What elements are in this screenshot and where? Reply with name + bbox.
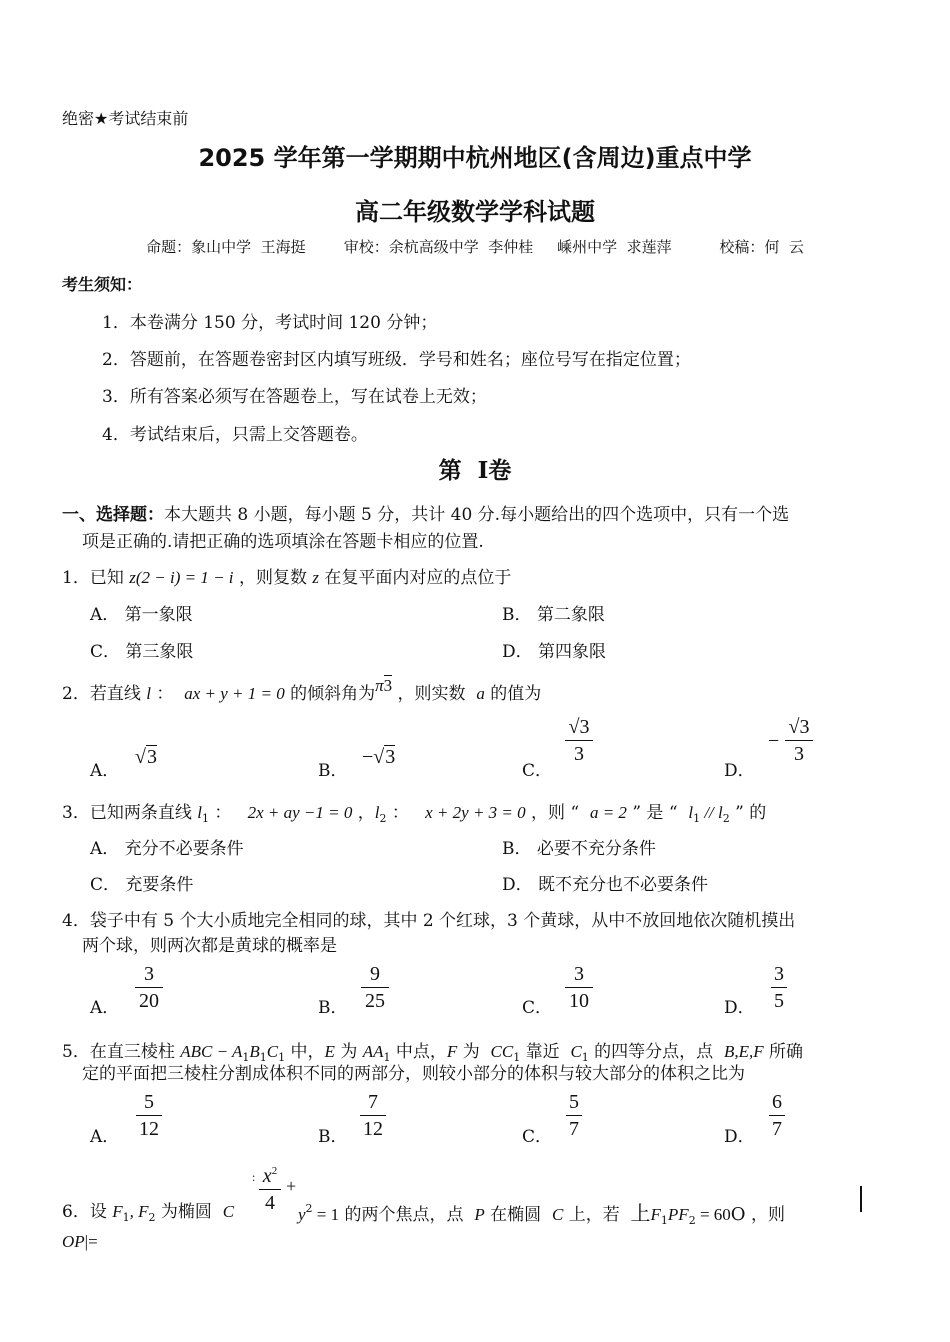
q3-line2-equation: x + 2y + 3 = 0 <box>425 803 526 822</box>
q4-value-d: 3 5 <box>766 961 792 1014</box>
q3-option-b[interactable]: B． 必要不充分条件 <box>502 839 656 859</box>
q4-value-a: 3 20 <box>132 961 166 1014</box>
q6-ellipse-fraction: $x^2$ 4 <box>258 1158 282 1216</box>
section-title: 第 Ⅰ卷 <box>438 457 512 484</box>
question-2: 2．若直线 l ： ax + y + 1 = 0 的倾斜角为π3 ，则实数 a 的值为 <box>62 676 542 704</box>
q3-option-a[interactable]: A． 充分不必要条件 <box>90 839 244 859</box>
question-4-line2: 两个球，则两次都是黄球的概率是 <box>82 936 337 956</box>
q2-value-b: −√3 <box>362 746 396 768</box>
q6-angle-symbol: 上 <box>630 1201 651 1225</box>
part-desc-line2: 项是正确的.请把正确的选项填涂在答题卡相应的位置. <box>82 532 484 552</box>
question-6-end: OP|= <box>62 1232 98 1251</box>
question-1: 1．已知 z(2 − i) = 1 − i ，则复数 z 在复平面内对应的点位于 <box>62 568 512 588</box>
question-5-line1: 5．在直三棱柱 ABC − $A_1B_1C_1$ 中，E 为 $AA_1$ 中点，F 为 $CC_1$ 靠近 $C_1$ 的四等分点，点 B,E,F 所确 <box>62 1042 804 1064</box>
question-4-line1: 4．袋子中有 5 个大小质地完全相同的球，其中 2 个红球，3 个黄球，从中不放回地依次随机摸出 <box>62 911 796 931</box>
notice-heading: 考生须知： <box>62 275 143 294</box>
part-description <box>62 500 789 525</box>
q5-value-b: 7 12 <box>356 1089 390 1142</box>
q2-option-a[interactable]: A． <box>90 761 120 781</box>
q4-option-a[interactable]: A． <box>90 998 120 1018</box>
q2-value-d: √3 3 <box>782 714 816 767</box>
q2-d-sign: − <box>768 730 780 752</box>
q4-option-d[interactable]: D． <box>724 998 755 1018</box>
q5-value-a: 5 12 <box>132 1089 166 1142</box>
q6-degree-mark: O <box>730 1204 746 1225</box>
part-desc-line1: 本大题共 8 小题，每小题 5 分，共计 40 分.每小题给出的四个选项中，只有一个选 <box>164 505 790 525</box>
q4-value-c: 3 10 <box>562 961 596 1014</box>
q2-option-b[interactable]: B． <box>318 761 348 781</box>
notice-item: 3．所有答案必须写在答题卷上，写在试卷上无效； <box>102 387 487 407</box>
q3-option-c[interactable]: C． 充要条件 <box>90 875 194 895</box>
q3-line1-equation: 2x + ay −1 = 0 <box>247 803 353 822</box>
q1-equation: z(2 − i) = 1 − i <box>129 568 234 587</box>
notice-item: 1．本卷满分 150 分，考试时间 120 分钟； <box>102 313 438 333</box>
q5-option-a[interactable]: A． <box>90 1127 120 1147</box>
q2-angle: π <box>375 676 384 695</box>
exam-credits: 命题：象山中学 王海挺 审校：余杭高级中学 李仲桂 嵊州中学 求莲萍 校稿：何 云 <box>146 238 804 256</box>
q1-option-a[interactable]: A． 第一象限 <box>90 605 193 625</box>
q3-option-d[interactable]: D． 既不充分也不必要条件 <box>502 875 709 895</box>
notice-item: 4．考试结束后，只需上交答题卷。 <box>102 425 368 445</box>
q5-option-b[interactable]: B． <box>318 1127 348 1147</box>
q2-option-c[interactable]: C． <box>522 761 553 781</box>
abs-bar-left <box>860 1186 862 1212</box>
q2-option-d[interactable]: D． <box>724 761 755 781</box>
q5-value-c: 5 7 <box>563 1089 585 1142</box>
q2-value-a: √3 <box>135 746 157 768</box>
q4-value-b: 9 25 <box>358 961 392 1014</box>
question-6-start: 6．设 $F_1$, $F_2$ 为椭圆 C <box>62 1202 235 1224</box>
q5-option-d[interactable]: D． <box>724 1127 755 1147</box>
exam-title: 2025 学年第一学期期中杭州地区(含周边)重点中学 <box>198 144 752 172</box>
q4-option-c[interactable]: C． <box>522 998 553 1018</box>
question-5-line2: 定的平面把三棱柱分割成体积不同的两部分，则较小部分的体积与较大部分的体积之比为 <box>82 1064 745 1084</box>
q2-value-c: √3 3 <box>562 714 596 767</box>
question-3: 3．已知两条直线 $l_1$ ： 2x + ay −1 = 0 ，$l_2$ ： x + 2y + 3 = 0 ，则 “ a = 2 ” 是 “ $l_1 // l_2$ ” 的 <box>62 803 767 825</box>
q4-option-b[interactable]: B． <box>318 998 348 1018</box>
q1-option-b[interactable]: B． 第二象限 <box>502 605 605 625</box>
q6-plus: + <box>286 1176 297 1196</box>
part-label: 一、选择题： <box>62 505 164 525</box>
exam-subtitle: 高二年级数学学科试题 <box>355 198 595 226</box>
q6-dot-marks: : <box>252 1170 256 1184</box>
question-6-cont: $y^2 = 1$ 的两个焦点，点 P 在椭圆 C 上，若 上$F_1PF_2 = 60O$ ，则 <box>298 1201 785 1227</box>
q5-value-d: 6 7 <box>766 1089 788 1142</box>
notice-item: 2．答题前，在答题卷密封区内填写班级．学号和姓名；座位号写在指定位置； <box>102 350 691 370</box>
q1-option-d[interactable]: D． 第四象限 <box>502 642 607 662</box>
q1-option-c[interactable]: C． 第三象限 <box>90 642 194 662</box>
q2-equation: ax + y + 1 = 0 <box>184 684 285 703</box>
q5-option-c[interactable]: C． <box>522 1127 553 1147</box>
confidential-label: 绝密★考试结束前 <box>62 109 189 128</box>
